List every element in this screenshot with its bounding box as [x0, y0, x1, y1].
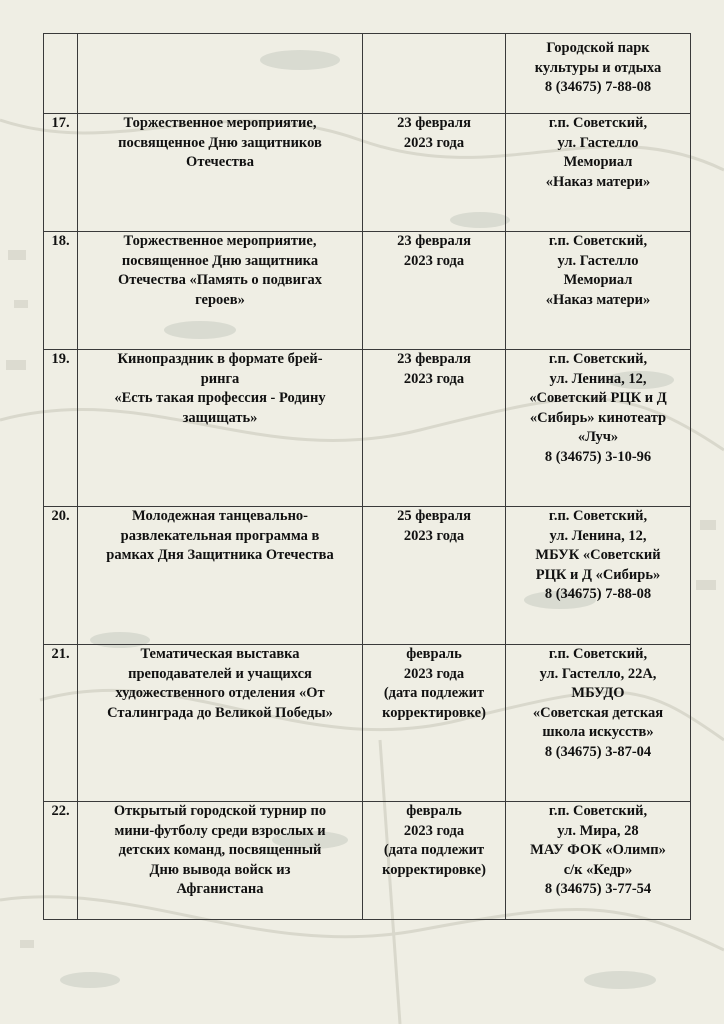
event-place-line: г.п. Советский,	[548, 646, 648, 662]
event-place-line: «Наказ матери»	[545, 291, 651, 308]
event-name	[78, 232, 363, 350]
table-row	[44, 34, 691, 114]
event-name-line: героев»	[195, 291, 245, 308]
event-place	[506, 507, 691, 645]
event-place-line: г.п. Советский,	[548, 233, 648, 249]
event-name-line: защищать»	[182, 409, 258, 426]
event-name-line: Торжественное мероприятие,	[123, 233, 317, 249]
event-name	[78, 507, 363, 645]
event-name-line: Молодежная танцевально-	[131, 508, 309, 524]
event-name-line: Кинопраздник в формате брей-	[117, 351, 323, 367]
row-number: 19.	[44, 350, 78, 507]
event-date	[363, 232, 506, 350]
table-row	[44, 507, 691, 645]
event-place-line: МБУК «Советский	[535, 547, 661, 563]
table-row	[44, 802, 691, 920]
event-place-line: «Сибирь» кинотеатр	[529, 409, 667, 426]
event-place-line: г.п. Советский,	[548, 351, 648, 367]
event-name-line: «Есть такая профессия - Родину	[114, 390, 326, 406]
event-date-line: 2023 года	[403, 370, 465, 387]
event-place-line: г.п. Советский,	[548, 803, 648, 819]
event-place-line: РЦК и Д «Сибирь»	[535, 566, 661, 583]
row-number: 18.	[44, 232, 78, 350]
event-date-line: 2023 года	[403, 822, 465, 839]
event-date-line: 2023 года	[403, 527, 465, 544]
event-place-line: МБУДО	[571, 685, 625, 701]
table-row	[44, 232, 691, 350]
event-place-line: ул. Гастелло	[557, 252, 639, 269]
event-name-line: Торжественное мероприятие,	[123, 115, 317, 131]
table-row	[44, 114, 691, 232]
event-name	[78, 645, 363, 802]
row-number: 20.	[44, 507, 78, 645]
event-name	[78, 114, 363, 232]
event-place-line: Мемориал	[563, 272, 633, 288]
event-name-line: Сталинграда до Великой Победы»	[107, 704, 333, 721]
event-name-line: художественного отделения «От	[115, 685, 325, 701]
event-date-line: 2023 года	[403, 252, 465, 269]
event-name-line: ринга	[200, 370, 240, 387]
event-name-line: развлекательная программа в	[120, 527, 320, 544]
event-place-line: МАУ ФОК «Олимп»	[530, 842, 666, 858]
event-date-line: 2023 года	[403, 665, 465, 682]
event-name-line: преподавателей и учащихся	[128, 665, 312, 682]
event-name-line: рамках Дня Защитника Отечества	[106, 547, 334, 563]
event-name-line: посвященное Дню защитников	[118, 134, 322, 151]
event-place-line: «Наказ матери»	[545, 173, 651, 190]
event-place-line: «Советский РЦК и Д	[529, 390, 667, 406]
row-number: 17.	[44, 114, 78, 232]
event-place	[506, 802, 691, 920]
event-place-line: ул. Ленина, 12,	[549, 527, 647, 544]
event-date-line: (дата подлежит	[383, 685, 485, 701]
event-date-line: корректировке)	[382, 704, 486, 721]
event-name	[78, 34, 363, 114]
event-date	[363, 114, 506, 232]
event-date	[363, 507, 506, 645]
event-place-line: ул. Мира, 28	[557, 822, 639, 839]
event-place	[506, 34, 691, 114]
event-place-line: Городской парк	[546, 40, 650, 56]
event-place-line: с/к «Кедр»	[563, 861, 633, 878]
event-place-line: г.п. Советский,	[548, 115, 648, 131]
event-place-line: 8 (34675) 3-87-04	[544, 743, 652, 760]
event-place-line: 8 (34675) 7-88-08	[544, 79, 652, 95]
event-place-line: Мемориал	[563, 154, 633, 170]
event-date	[363, 645, 506, 802]
event-date	[363, 802, 506, 920]
event-place-line: культуры и отдыха	[534, 59, 662, 76]
event-place	[506, 350, 691, 507]
event-date-line: февраль	[406, 646, 462, 662]
event-date-line: 25 февраля	[397, 508, 471, 524]
event-place-line: г.п. Советский,	[548, 508, 648, 524]
event-date-line: февраль	[406, 803, 462, 819]
row-number	[44, 34, 78, 114]
event-name-line: детских команд, посвященный	[118, 842, 322, 858]
event-name-line: Открытый городской турнир по	[113, 803, 327, 819]
event-name-line: Отечества «Память о подвигах	[117, 272, 323, 288]
event-place-line: школа искусств»	[542, 724, 654, 740]
event-place-line: 8 (34675) 3-77-54	[544, 881, 652, 897]
events-table	[43, 33, 691, 920]
event-place-line: «Луч»	[577, 429, 619, 445]
event-name	[78, 802, 363, 920]
table-row	[44, 645, 691, 802]
event-name-line: посвященное Дню защитника	[121, 252, 319, 269]
event-date	[363, 350, 506, 507]
event-date-line: (дата подлежит	[383, 842, 485, 858]
event-place-line: ул. Гастелло	[557, 134, 639, 151]
event-name-line: Тематическая выставка	[140, 646, 300, 662]
event-place	[506, 232, 691, 350]
row-number: 21.	[44, 645, 78, 802]
event-place-line: 8 (34675) 3-10-96	[544, 448, 652, 465]
event-place-line: 8 (34675) 7-88-08	[544, 586, 652, 602]
event-date-line: корректировке)	[382, 861, 486, 878]
event-name-line: Отечества	[186, 154, 254, 170]
event-place	[506, 114, 691, 232]
event-place-line: «Советская детская	[532, 704, 664, 721]
event-place	[506, 645, 691, 802]
event-place-line: ул. Ленина, 12,	[549, 370, 647, 387]
event-date-line: 23 февраля	[397, 233, 471, 249]
row-number: 22.	[44, 802, 78, 920]
event-date-line: 23 февраля	[397, 115, 471, 131]
table-row	[44, 350, 691, 507]
event-name-line: мини-футболу среди взрослых и	[114, 822, 326, 839]
event-date-line: 2023 года	[403, 134, 465, 151]
event-place-line: ул. Гастелло, 22А,	[539, 665, 657, 682]
event-date	[363, 34, 506, 114]
event-name	[78, 350, 363, 507]
event-name-line: Дню вывода войск из	[149, 861, 291, 878]
event-date-line: 23 февраля	[397, 351, 471, 367]
event-name-line: Афганистана	[176, 881, 264, 897]
